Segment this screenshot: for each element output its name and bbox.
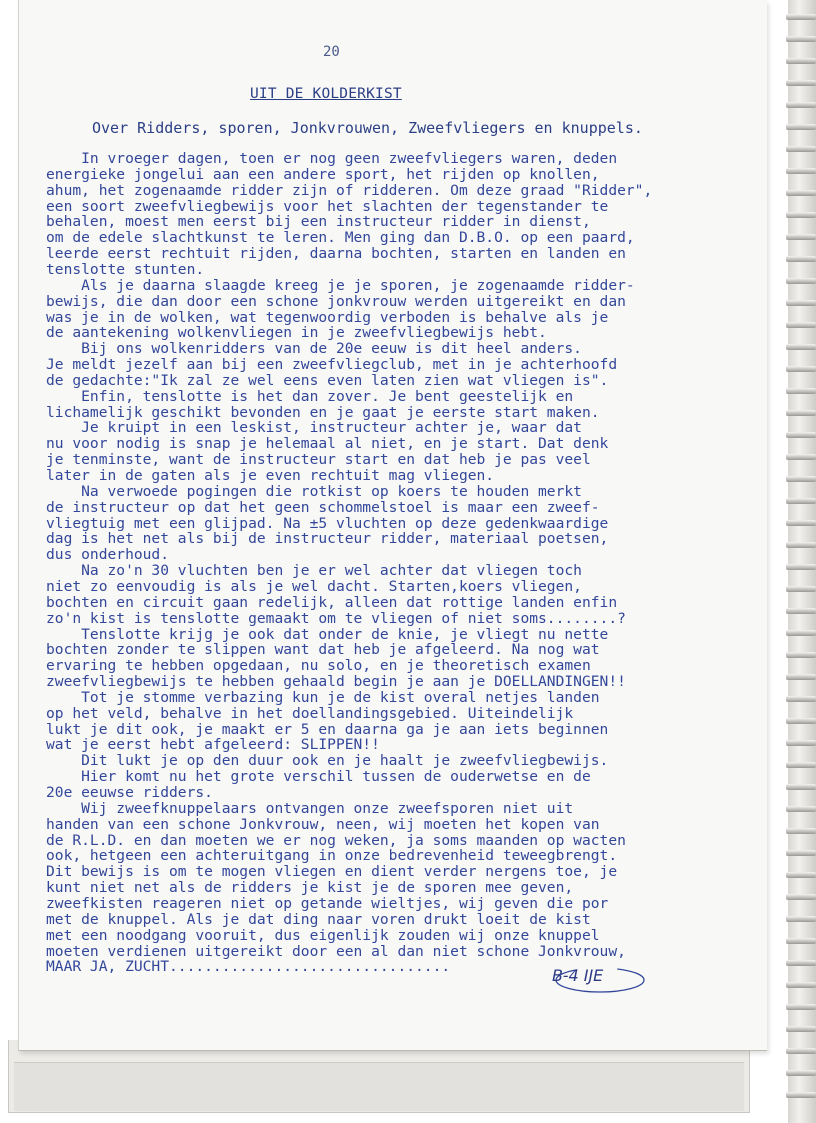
- binder-ring: [786, 608, 816, 614]
- text-line: leerde eerst rechtuit rijden, daarna bochten, starten en landen en: [46, 245, 626, 263]
- text-line: de aantekening wolkenvliegen in je zweefvliegbewijs hebt.: [46, 324, 547, 342]
- page-number: 20: [323, 44, 340, 60]
- binder-ring: [786, 454, 816, 460]
- text-line: zo'n kist is tenslotte gemaakt om te vliegen of niet soms........?: [46, 609, 626, 627]
- binder-ring: [786, 102, 816, 108]
- binder-ring: [786, 124, 816, 130]
- text-line: op het veld, behalve in het doellandingsgebied. Uiteindelijk: [46, 704, 574, 722]
- binder-ring: [786, 872, 816, 878]
- text-line: Tenslotte krijg je ook dat onder de knie, je vliegt nu nette: [46, 625, 609, 643]
- text-line: niet zo eenvoudig is als je wel dacht. Starten,koers vliegen,: [46, 578, 582, 595]
- text-line: Wij zweefknuppelaars ontvangen onze zweefsporen niet uit: [46, 799, 574, 817]
- binder-ring: [786, 80, 816, 86]
- binder-ring: [786, 586, 816, 592]
- article-subtitle: Over Ridders, sporen, Jonkvrouwen, Zweefvliegers en knuppels.: [92, 119, 643, 137]
- text-line: later in de gaten als je even rechtuit mag vliegen.: [46, 467, 495, 484]
- binder-ring: [786, 696, 816, 702]
- text-line: dag is het net als bij de instructeur ridder, materiaal poetsen,: [46, 530, 609, 548]
- text-line: Bij ons wolkenridders van de 20e eeuw is dit heel anders.: [46, 340, 582, 358]
- binder-ring: [786, 520, 816, 526]
- text-line: In vroeger dagen, toen er nog geen zweefvliegers waren, deden: [46, 150, 618, 167]
- binder-ring: [786, 718, 816, 724]
- text-line: de R.L.D. en dan moeten we er nog weken, ja soms maanden op wacten: [46, 831, 626, 849]
- text-line: Je kruipt in een leskist, instructeur achter je, waar dat: [46, 419, 582, 437]
- binder-ring: [786, 322, 816, 328]
- binder-ring: [786, 1004, 816, 1010]
- binder-ring: [786, 674, 816, 680]
- text-line: behalen, moest men eerst bij een instructeur ridder in dienst,: [46, 213, 591, 231]
- binder-ring: [786, 1092, 816, 1098]
- text-line: een soort zweefvliegbewijs voor het slachten der tegenstander te: [46, 197, 609, 215]
- binder-ring: [786, 168, 816, 174]
- binder-ring: [786, 828, 816, 834]
- binder-ring: [786, 388, 816, 394]
- binder-ring: [786, 982, 816, 988]
- text-line: handen van een schone Jonkvrouw, neen, wij moeten het kopen van: [46, 815, 600, 833]
- binder-ring: [786, 300, 816, 306]
- text-line: vliegtuig met een glijpad. Na ±5 vluchten op deze gedenkwaardige: [46, 514, 609, 532]
- text-line: ervaring te hebben opgedaan, nu solo, en je theoretisch examen: [46, 657, 591, 675]
- text-line: bewijs, die dan door een schone jonkvrouw werden uitgereikt en dan: [46, 292, 626, 310]
- binder-ring: [786, 1048, 816, 1054]
- text-line: je tenminste, want de instructeur start en dat heb je pas veel: [46, 451, 591, 469]
- text-line: de gedachte:"Ik zal ze wel eens even laten zien wat vliegen is".: [46, 371, 609, 389]
- binder-ring: [786, 476, 816, 482]
- binder-ring: [786, 564, 816, 570]
- text-line: energieke jongelui aan een andere sport, het rijden op knollen,: [46, 165, 600, 183]
- binder-ring: [786, 256, 816, 262]
- binder-ring: [786, 740, 816, 746]
- binder-ring: [786, 58, 816, 64]
- text-line: Na zo'n 30 vluchten ben je er wel achter dat vliegen toch: [46, 562, 582, 580]
- binder-ring: [786, 806, 816, 812]
- text-line: Tot je stomme verbazing kun je de kist overal netjes landen: [46, 688, 600, 706]
- text-line: de instructeur op dat het geen schommelstoel is maar een zweef-: [46, 498, 600, 516]
- text-line: MAAR JA, ZUCHT................................: [46, 958, 451, 976]
- text-line: Na verwoede pogingen die rotkist op koers te houden merkt: [46, 482, 582, 500]
- binder-ring: [786, 212, 816, 218]
- binder-ring: [786, 652, 816, 658]
- binder-ring: [786, 344, 816, 350]
- article-heading: UIT DE KOLDERKIST: [250, 86, 402, 102]
- binder-ring: [786, 498, 816, 504]
- text-line: nu voor nodig is snap je helemaal al niet, en je start. Dat denk: [46, 435, 609, 453]
- text-line: Dit lukt je op den duur ook en je haalt je zweefvliegbewijs.: [46, 752, 609, 770]
- binder-ring: [786, 234, 816, 240]
- text-line: tenslotte stunten.: [46, 260, 205, 278]
- binder-ring: [786, 410, 816, 416]
- binder-ring: [786, 36, 816, 42]
- binder-ring: [786, 190, 816, 196]
- text-line: wat je eerst hebt afgeleerd: SLIPPEN!!: [46, 736, 380, 754]
- text-line: lichamelijk geschikt bevonden en je gaat je eerste start maken.: [46, 403, 600, 421]
- text-line: ahum, het zogenaamde ridder zijn of ridderen. Om deze graad "Ridder",: [46, 181, 653, 199]
- underlying-sheet-edge: [14, 1062, 744, 1111]
- text-line: Dit bewijs is om te mogen vliegen en dient verder nergens toe, je: [46, 863, 618, 881]
- binder-ring: [786, 542, 816, 548]
- text-line: was je in de wolken, wat tegenwoordig verboden is behalve als je: [46, 308, 609, 326]
- text-line: ook, hetgeen een achteruitgang in onze bedrevenheid teweegbrengt.: [46, 847, 618, 865]
- text-line: bochten en circuit gaan redelijk, alleen dat rottige landen enfin: [46, 593, 618, 611]
- text-line: 20e eeuwse ridders.: [46, 784, 213, 801]
- binder-ring: [786, 1070, 816, 1076]
- binder-ring: [786, 960, 816, 966]
- binder-ring: [786, 850, 816, 856]
- text-line: om de edele slachtkunst te leren. Men ging dan D.B.O. op een paard,: [46, 229, 635, 247]
- binder-ring: [786, 14, 816, 20]
- text-line: bochten zonder te slippen want dat heb je afgeleerd. Na nog wat: [46, 641, 600, 659]
- binder-ring: [786, 278, 816, 284]
- binder-ring: [786, 432, 816, 438]
- text-line: Hier komt nu het grote verschil tussen de ouderwetse en de: [46, 768, 591, 786]
- binder-ring: [786, 784, 816, 790]
- text-line: Je meldt jezelf aan bij een zweefvliegclub, met in je achterhoofd: [46, 356, 618, 373]
- binder-ring: [786, 894, 816, 900]
- binder-ring: [786, 762, 816, 768]
- binder-ring: [786, 938, 816, 944]
- text-line: Als je daarna slaagde kreeg je je sporen, je zogenaamde ridder-: [46, 276, 635, 294]
- text-line: zweefkisten reageren niet op getande wieltjes, wij geven die por: [46, 894, 609, 912]
- binder-ring: [786, 146, 816, 152]
- text-line: Enfin, tenslotte is het dan zover. Je bent geestelijk en: [46, 387, 574, 405]
- binder-ring: [786, 366, 816, 372]
- text-line: kunt niet net als de ridders je kist je de sporen mee geven,: [46, 879, 574, 897]
- binder-ring: [786, 916, 816, 922]
- binder-ring: [786, 630, 816, 636]
- text-line: dus onderhoud.: [46, 546, 170, 564]
- text-line: met een noodgang vooruit, dus eigenlijk zouden wij onze knuppel: [46, 926, 600, 944]
- text-line: moeten verdienen uitgereikt door een al dan niet schone Jonkvrouw,: [46, 942, 626, 960]
- text-line: met de knuppel. Als je dat ding naar voren drukt loeit de kist: [46, 910, 591, 928]
- text-line: zweefvliegbewijs te hebben gehaald begin je aan je DOELLANDINGEN!!: [46, 673, 626, 690]
- author-signature: B-4 IJE: [552, 966, 604, 985]
- binder-ring: [786, 1026, 816, 1032]
- text-line: lukt je dit ook, je maakt er 5 en daarna ga je aan iets beginnen: [46, 720, 609, 738]
